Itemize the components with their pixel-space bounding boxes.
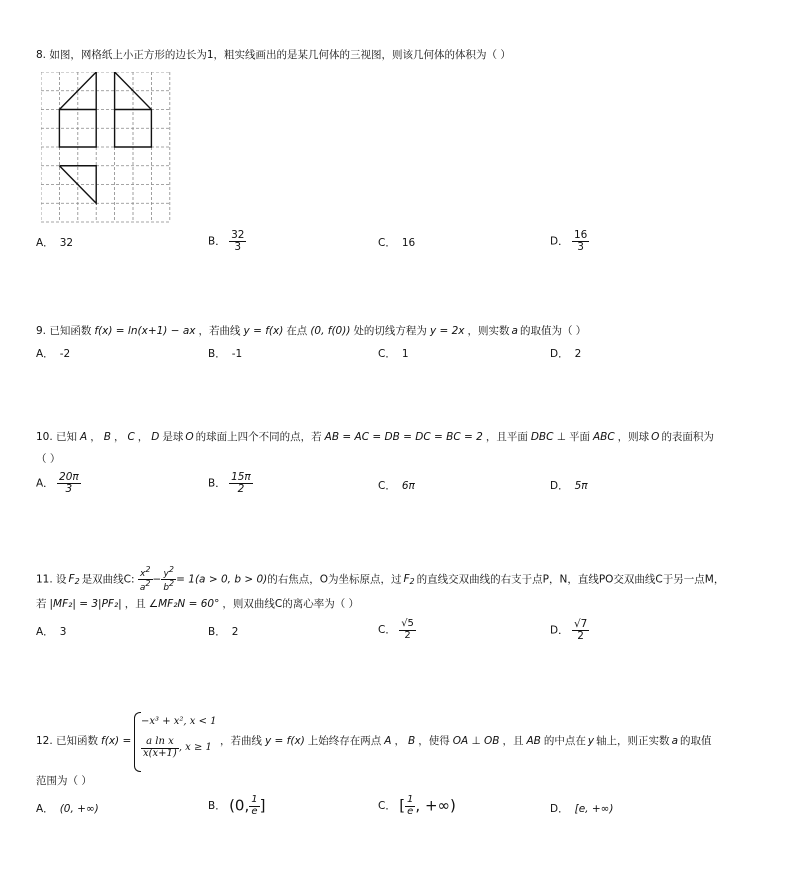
q12-option-a[interactable]: A． (0, +∞) xyxy=(36,803,99,815)
q12-stem-line1: ，若曲线 y = f(x) 上始终存在两点 A ， B ，使得 OA ⊥ OB ，且 AB 的中点在 y 轴上，则正实数 a 的取值 xyxy=(220,735,712,747)
fraction: $\frac{20\pi}{3}$ xyxy=(59,471,79,496)
q12-option-c[interactable]: C． [ $\frac{1}{e}$ , +∞) xyxy=(378,794,456,817)
three-view-figure xyxy=(41,72,171,224)
piecewise-case-1: −x³ + x², x < 1 xyxy=(141,716,217,727)
q11-option-c[interactable]: C． $\frac{√5}{2}$ xyxy=(378,618,414,641)
q8-option-c[interactable] xyxy=(378,238,415,249)
q10-option-c[interactable]: C． 6π xyxy=(378,480,415,492)
q10-option-d[interactable]: D． 5π xyxy=(550,480,588,492)
option-label: B． xyxy=(208,235,226,248)
piecewise-brace xyxy=(134,712,141,772)
q11-stem-line1: 11. 设 $F_2$ 是双曲线C: $\frac{x2}{a2}$ − $\frac{y2}{b2}$ = 1(a > 0, b > 0)的右焦点，O为坐标原点，过 $F_2$ 的直线交双曲线的右支于点P，N，直线PO交双曲线C于另一点M， xyxy=(36,565,725,594)
piecewise-case-2: $\frac{\text{a ln x}}{x(x+1)}$ , x ≥ 1 xyxy=(143,736,212,759)
q10-option-a[interactable]: A． $\frac{20\pi}{3}$ xyxy=(36,471,79,496)
q8-option-b[interactable] xyxy=(208,230,246,253)
q11-option-a[interactable]: A． 3 xyxy=(36,626,67,638)
q12-prefix: 12. 已知函数 f(x) = xyxy=(36,735,132,747)
hyperbola-x-term: $\frac{x2}{a2}$ xyxy=(139,565,151,594)
q9-option-c[interactable]: C． 1 xyxy=(378,348,409,360)
option-label: A． xyxy=(36,237,54,249)
fraction: $\frac{15\pi}{2}$ xyxy=(231,471,251,496)
q12-option-d[interactable]: D． [e, +∞) xyxy=(550,803,614,815)
q10-paren: （ ） xyxy=(36,453,61,465)
option-value: 16 xyxy=(401,237,416,249)
option-label: C． xyxy=(378,237,396,249)
q11-stem-line2: 若 |MF₂| = 3|PF₂| ，且 ∠MF₂N = 60° ，则双曲线C的离心率为（ ） xyxy=(36,598,360,610)
q8-option-a[interactable] xyxy=(36,238,73,249)
fraction: $\frac{1}{e}$ xyxy=(407,794,414,817)
q10-option-b[interactable]: B． $\frac{15\pi}{2}$ xyxy=(208,471,251,496)
q8-stem: 8. 如图，网格纸上小正方形的边长为1，粗实线画出的是某几何体的三视图，则该几何体的体积为（ ） xyxy=(36,49,511,61)
option-label: D． xyxy=(550,235,569,248)
q12-stem-line2: 范围为（ ） xyxy=(36,775,92,787)
q8-option-d[interactable] xyxy=(550,230,589,253)
option-value: 32 xyxy=(59,237,74,249)
q9-option-d[interactable]: D． 2 xyxy=(550,348,582,360)
fraction: $\frac{32}{3}$ xyxy=(231,229,245,254)
q11-option-d[interactable]: D． $\frac{√7}{2}$ xyxy=(550,618,588,643)
q10-stem: 10. 已知 A ， B ， C ， D 是球 O 的球面上四个不同的点，若 AB = AC = DB = DC = BC = 2 ，且平面 DBC ⊥ 平面 ABC ，则球 O 的表面积为 xyxy=(36,431,714,443)
fraction: $\frac{√5}{2}$ xyxy=(401,618,414,641)
fraction: $\frac{1}{e}$ xyxy=(251,794,258,817)
fraction: $\frac{16}{3}$ xyxy=(573,229,588,254)
q9-option-b[interactable]: B． -1 xyxy=(208,348,243,360)
q12-option-b[interactable]: B． (0, $\frac{1}{e}$ ] xyxy=(208,794,266,817)
q9-option-a[interactable]: A． -2 xyxy=(36,348,71,360)
fraction: $\frac{√7}{2}$ xyxy=(573,618,588,643)
q11-option-b[interactable]: B． 2 xyxy=(208,626,239,638)
q9-stem: 9. 已知函数 f(x) = ln(x+1) − ax ，若曲线 y = f(x) 在点 (0, f(0)) 处的切线方程为 y = 2x ，则实数 a 的取值为（ ） xyxy=(36,325,587,337)
hyperbola-y-term: $\frac{y2}{b2}$ xyxy=(163,565,175,594)
